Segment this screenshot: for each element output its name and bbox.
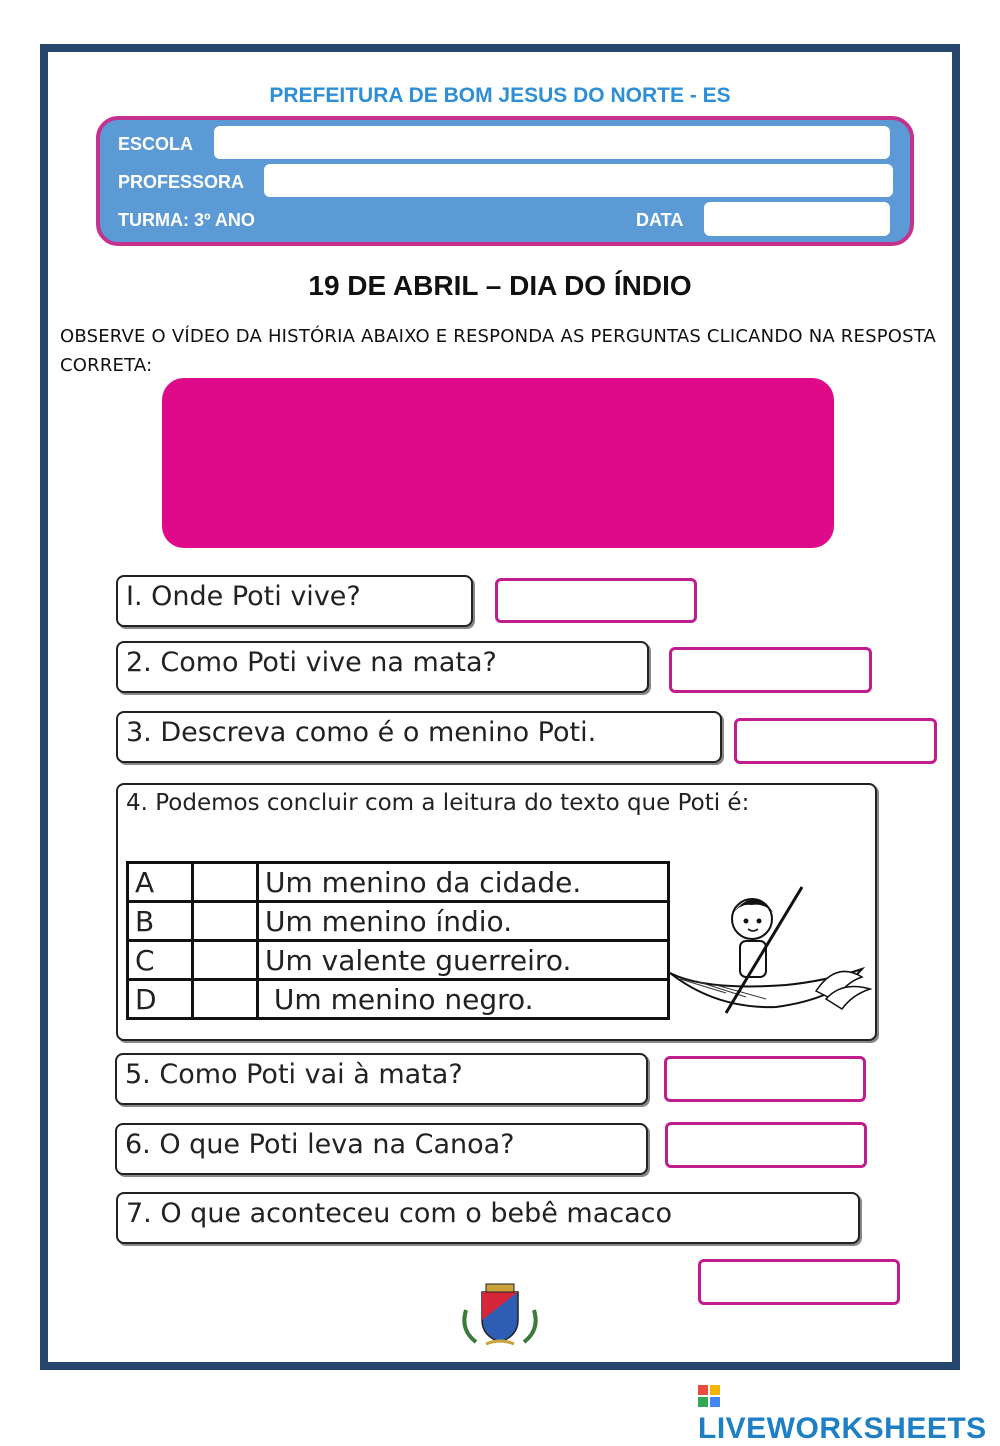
professora-field[interactable] [264, 164, 893, 197]
boy-in-canoe-illustration [666, 881, 876, 1031]
answer-field-7[interactable] [698, 1259, 900, 1305]
escola-label: ESCOLA [118, 134, 194, 154]
question-7: 7. O que aconteceu com o bebê macaco [116, 1192, 860, 1244]
options-table [126, 861, 670, 1020]
professora-label: PROFESSORA [118, 172, 245, 192]
answer-field-6[interactable] [665, 1122, 867, 1168]
option-text: Um menino índio. [258, 902, 669, 941]
question-5: 5. Como Poti vai à mata? [115, 1053, 648, 1105]
page-title: 19 DE ABRIL – DIA DO ÍNDIO [308, 270, 692, 301]
option-select-d[interactable] [193, 980, 258, 1019]
question-3: 3. Descreva como é o menino Poti. [116, 711, 722, 763]
question-2: 2. Como Poti vive na mata? [116, 641, 649, 693]
question-6: 6. O que Poti leva na Canoa? [115, 1123, 648, 1175]
answer-field-1[interactable] [495, 578, 697, 623]
liveworksheets-logo-icon [698, 1385, 720, 1407]
option-letter: A [128, 863, 193, 902]
school-info-box [96, 116, 914, 246]
prefeitura-heading: PREFEITURA DE BOM JESUS DO NORTE - ES [269, 84, 731, 107]
liveworksheets-brand [698, 1378, 1000, 1446]
option-text: Um menino da cidade. [258, 863, 669, 902]
option-row-a [128, 863, 669, 902]
instructions-text: OBSERVE O VÍDEO DA HISTÓRIA ABAIXO E RESPONDA AS PERGUNTAS CLICANDO NA RESPOSTA CORRETA: [60, 326, 937, 376]
municipal-crest-icon [456, 1280, 544, 1348]
video-player[interactable] [162, 378, 834, 548]
question-1: I. Onde Poti vive? [116, 575, 473, 627]
answer-field-2[interactable] [669, 647, 872, 693]
data-label: DATA [636, 210, 684, 230]
option-letter: D [128, 980, 193, 1019]
turma-label: TURMA: 3º ANO [118, 210, 255, 230]
data-field[interactable] [704, 202, 890, 236]
brand-text: LIVEWORKSHEETS [698, 1412, 987, 1445]
escola-field[interactable] [214, 126, 890, 159]
option-select-b[interactable] [193, 902, 258, 941]
answer-field-5[interactable] [664, 1056, 866, 1102]
option-text: Um menino negro. [258, 980, 669, 1019]
question-4-text: 4. Podemos concluir com a leitura do texto que Poti é: [126, 790, 750, 816]
option-row-d [128, 980, 669, 1019]
option-select-a[interactable] [193, 863, 258, 902]
option-letter: C [128, 941, 193, 980]
answer-field-3[interactable] [734, 718, 937, 764]
option-text: Um valente guerreiro. [258, 941, 669, 980]
question-4-box [116, 783, 877, 1041]
option-row-b [128, 902, 669, 941]
option-row-c [128, 941, 669, 980]
option-select-c[interactable] [193, 941, 258, 980]
option-letter: B [128, 902, 193, 941]
